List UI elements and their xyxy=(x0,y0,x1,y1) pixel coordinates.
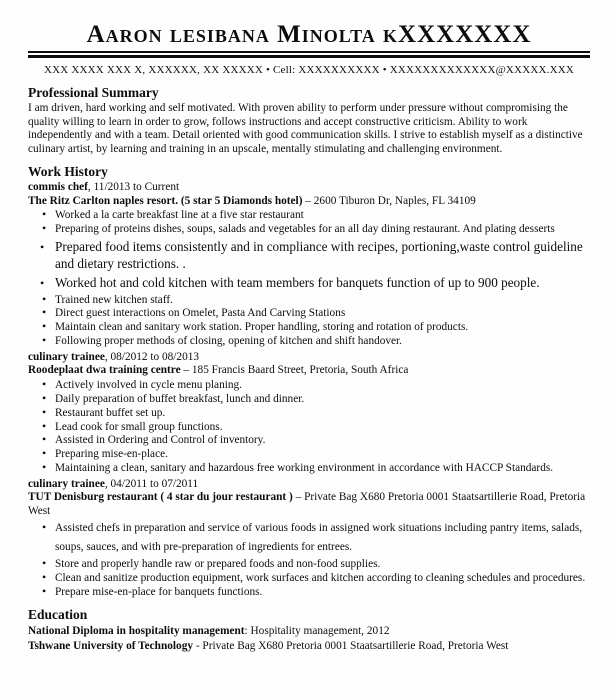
job-entry-ritz-carlton xyxy=(28,181,590,349)
job-entry-roodeplaat xyxy=(28,351,590,476)
education-heading: Education xyxy=(28,607,88,623)
education-degree: National Diploma in hospitality management xyxy=(28,625,245,638)
header-divider xyxy=(28,51,590,58)
summary-text: I am driven, hard working and self motivated. With proven ability to perform under pressure without compromising the quality willing to learn in order to grow, follows instructions and accept constructive criticism. Ability to work independently and with a team. Detail oriented with good communication skills. I strive to establish myself as a distinctive culinary artist, by learning and training in an upscale, mentally stimulating and challenging environment. xyxy=(28,102,583,155)
job-bullet-list xyxy=(28,519,590,599)
summary-heading: Professional Summary xyxy=(28,85,159,100)
job-company: TUT Denisburg restaurant ( 4 star du jour restaurant ) xyxy=(28,491,293,504)
job-company-line xyxy=(28,364,590,378)
education-school: Tshwane University of Technology xyxy=(28,640,193,653)
job-company-line xyxy=(28,195,590,209)
bullet-item: • Actively involved in cycle menu planing. xyxy=(55,379,590,392)
job-dates: , 08/2012 to 08/2013 xyxy=(104,350,200,363)
job-dates: , 11/2013 to Current xyxy=(87,181,180,193)
job-company-line xyxy=(28,491,590,518)
bullet-item: • Trained new kitchen staff. xyxy=(55,294,590,307)
bullet-item: • Following proper methods of closing, opening of kitchen and shift handover. xyxy=(55,335,590,348)
education-entry xyxy=(28,639,590,653)
education-detail: : Hospitality management, 2012 xyxy=(244,625,390,638)
bullet-item: • Prepared food items consistently and in compliance with recipes, portioning,waste control guideline and dietary restrictions. . xyxy=(55,239,590,272)
job-company: Roodeplaat dwa training centre xyxy=(28,364,181,377)
candidate-name: Aaron lesibana Minolta kXXXXXXX xyxy=(86,21,532,48)
job-title: commis chef xyxy=(28,181,88,193)
bullet-item: • Assisted chefs in preparation and service of various foods in assigned work situations including pantry items, salads, soups, sauces, and with pre-preparation of ingredients for entrees. xyxy=(55,519,590,557)
work-history-section xyxy=(28,164,590,599)
bullet-item: • Lead cook for small group functions. xyxy=(55,421,590,434)
job-location: – Private Bag X680 Pretoria 0001 Staatsartillerie Road, Pretoria West xyxy=(28,491,586,517)
bullet-item: • Preparing mise-en-place. xyxy=(55,448,590,461)
resume-header xyxy=(28,22,590,77)
work-history-heading: Work History xyxy=(28,164,108,179)
job-company: The Ritz Carlton naples resort. (5 star 5 Diamonds hotel) xyxy=(28,194,303,207)
contact-line: XXX XXXX XXX X, XXXXXX, XX XXXXX • Cell: XXXXXXXXXX • XXXXXXXXXXXXX@XXXXX.XXX xyxy=(43,64,575,76)
bullet-item: • Direct guest interactions on Omelet, Pasta And Carving Stations xyxy=(55,307,590,320)
job-location: – 185 Francis Baard Street, Pretoria, South Africa xyxy=(180,364,409,377)
education-section xyxy=(28,607,590,653)
bullet-item: • Worked hot and cold kitchen with team members for banquets function of up to 900 people. xyxy=(55,275,590,292)
job-entry-tut-denisburg xyxy=(28,478,590,600)
bullet-item: • Restaurant buffet set up. xyxy=(55,407,590,420)
job-title: culinary trainee xyxy=(28,350,105,363)
bullet-item: • Store and properly handle raw or prepared foods and non-food supplies. xyxy=(55,558,590,571)
bullet-item: • Maintaining a clean, sanitary and hazardous free working environment in accordance with HACCP Standards. xyxy=(55,462,590,475)
bullet-item: • Worked a la carte breakfast line at a five star restaurant xyxy=(55,209,590,222)
job-bullet-list xyxy=(28,379,590,476)
bullet-item: • Assisted in Ordering and Control of inventory. xyxy=(55,434,590,447)
bullet-item: • Preparing of proteins dishes, soups, salads and vegetables for an all day dining restaurant. And plating desserts xyxy=(55,223,590,236)
job-title: culinary trainee xyxy=(28,477,105,490)
education-detail: - Private Bag X680 Pretoria 0001 Staatsartillerie Road, Pretoria West xyxy=(193,640,509,653)
bullet-item: • Clean and sanitize production equipment, work surfaces and kitchen according to cleaning schedules and procedures. xyxy=(55,572,590,585)
bullet-item: • Prepare mise-en-place for banquets functions. xyxy=(55,586,590,599)
job-title-line xyxy=(28,351,590,365)
bullet-item: • Maintain clean and sanitary work station. Proper handling, storing and rotation of products. xyxy=(55,321,590,334)
job-title-line xyxy=(28,181,590,195)
education-entry xyxy=(28,624,590,638)
job-location: – 2600 Tiburon Dr, Naples, FL 34109 xyxy=(302,194,476,207)
job-bullet-list xyxy=(28,209,590,348)
professional-summary-section xyxy=(28,85,590,156)
job-dates: , 04/2011 to 07/2011 xyxy=(104,477,199,490)
bullet-item: • Daily preparation of buffet breakfast, lunch and dinner. xyxy=(55,393,590,406)
job-title-line xyxy=(28,478,590,492)
